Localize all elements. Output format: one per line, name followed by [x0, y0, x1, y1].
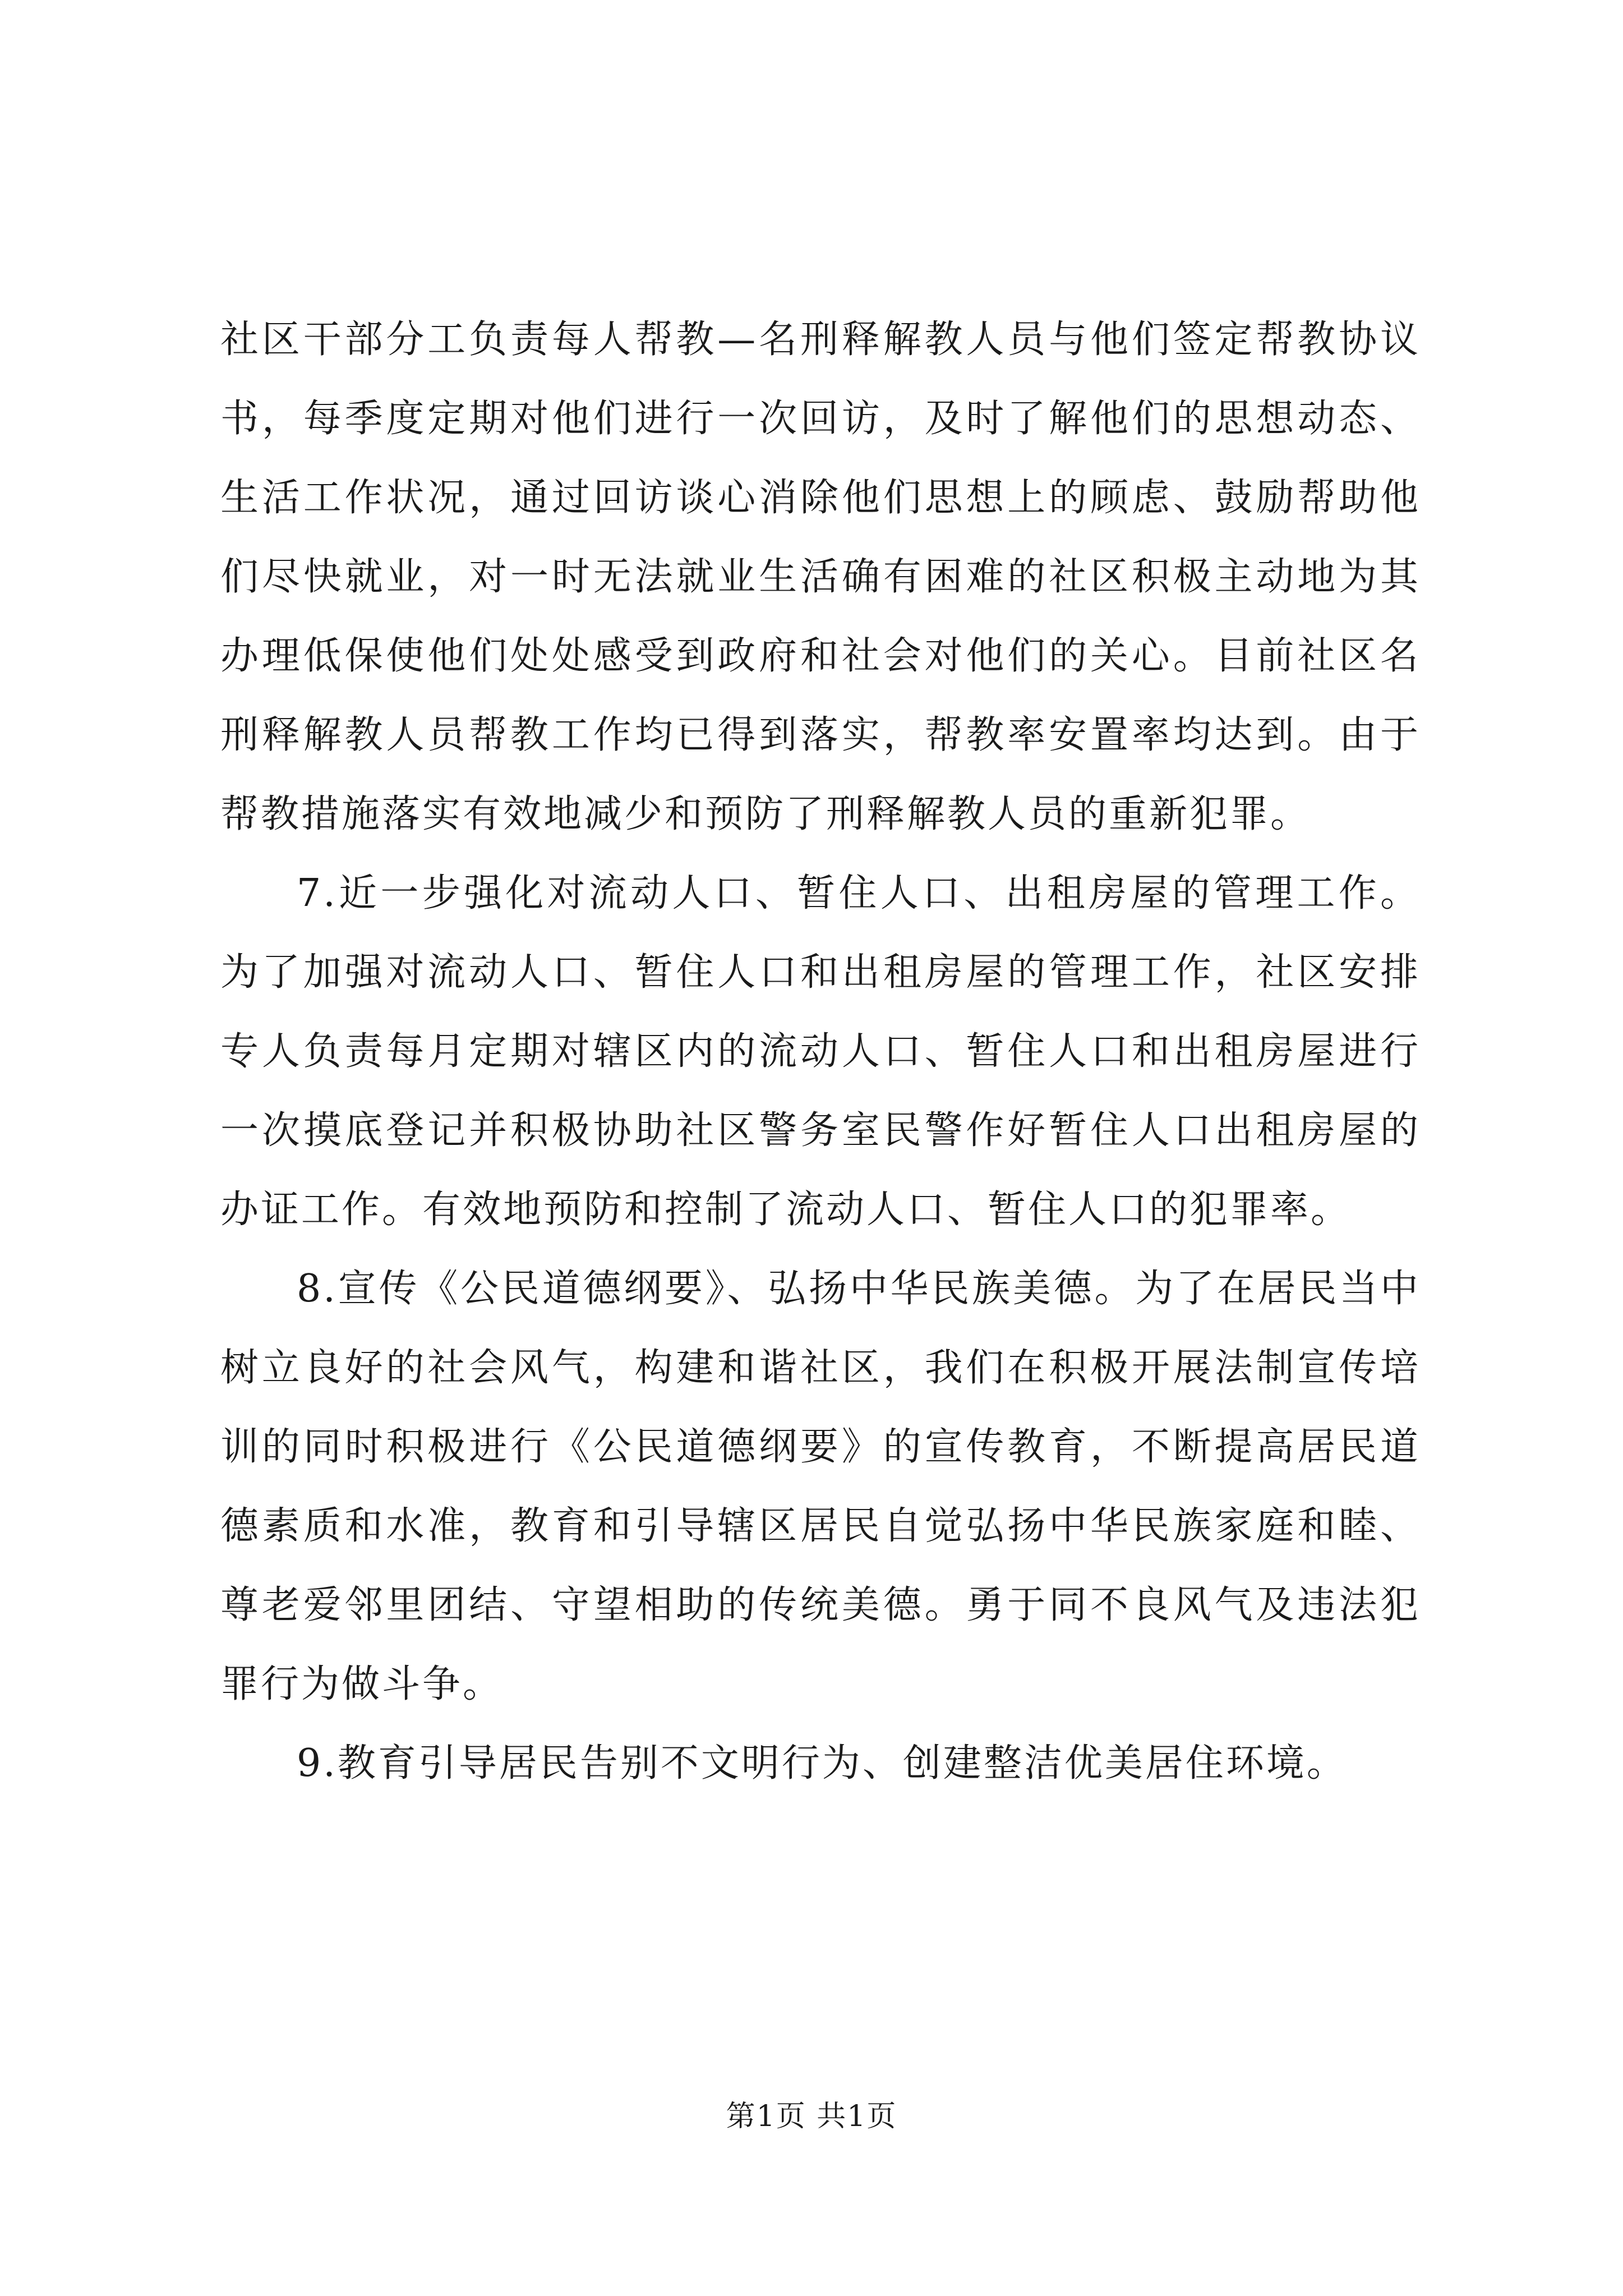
- document-body: [220, 300, 1421, 1803]
- paragraph-4: 9.教育引导居民告别不文明行为、创建整洁优美居住环境。: [297, 1741, 1347, 1786]
- paragraph-3: 8.宣传《公民道德纲要》、弘扬中华民族美德。为了在居民当中树立良好的社会风气，构建和谐社区，我们在积极开展法制宣传培训的同时积极进行《公民道德纲要》的宣传教育，不断提高居民道德素质和水准，教育和引导辖区居民自觉弘扬中华民族家庭和睦、尊老爱邻里团结、守望相助的传统美德。勇于同不良风气及违法犯罪行为做斗争。: [220, 1267, 1421, 1706]
- paragraph-2: 7.近一步强化对流动人口、暂住人口、出租房屋的管理工作。为了加强对流动人口、暂住人口和出租房屋的管理工作，社区安排专人负责每月定期对辖区内的流动人口、暂住人口和出租房屋进行一次摸底登记并积极协助社区警务室民警作好暂住人口出租房屋的办证工作。有效地预防和控制了流动人口、暂住人口的犯罪率。: [220, 871, 1421, 1232]
- page-footer: 第1页 共1页: [726, 2100, 897, 2133]
- paragraph-1: 社区干部分工负责每人帮教—名刑释解教人员与他们签定帮教协议书，每季度定期对他们进行一次回访，及时了解他们的思想动态、生活工作状况，通过回访谈心消除他们思想上的顾虑、鼓励帮助他们尽快就业，对一时无法就业生活确有困难的社区积极主动地为其办理低保使他们处处感受到政府和社会对他们的关心。目前社区名刑释解教人员帮教工作均已得到落实，帮教率安置率均达到。由于帮教措施落实有效地减少和预防了刑释解教人员的重新犯罪。: [220, 318, 1421, 836]
